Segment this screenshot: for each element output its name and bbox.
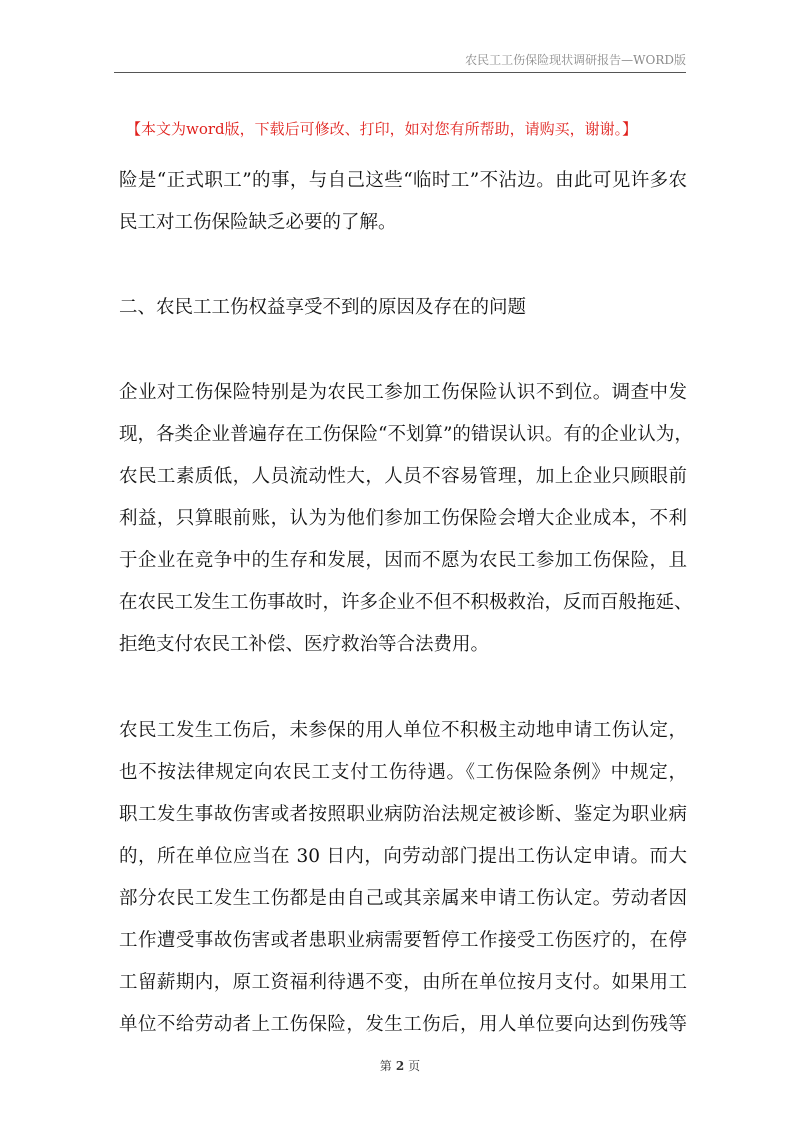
page-footer bbox=[0, 1058, 800, 1074]
page-header-title: 农民工工伤保险现状调研报告—WORD版 bbox=[465, 53, 686, 67]
text-line: 险是“正式职工”的事，与自己这些“临时工”不沾边。由此可见许多农 bbox=[119, 170, 687, 191]
text-line: 于企业在竞争中的生存和发展，因而不愿为农民工参加工伤保险，且 bbox=[119, 550, 687, 571]
text-line: 也不按法律规定向农民工支付工伤待遇。《工伤保险条例》中规定， bbox=[119, 762, 687, 783]
text-line: 在农民工发生工伤事故时，许多企业不但不积极救治，反而百般拖延、 bbox=[119, 592, 693, 613]
text-line: 工作遭受事故伤害或者患职业病需要暂停工作接受工伤医疗的，在停 bbox=[119, 930, 687, 951]
text-line: 单位不给劳动者上工伤保险，发生工伤后，用人单位要向达到伤残等 bbox=[119, 1014, 687, 1035]
footer-suffix: 页 bbox=[408, 1059, 421, 1073]
header-divider bbox=[114, 72, 686, 73]
text-line: 拒绝支付农民工补偿、医疗救治等合法费用。 bbox=[119, 634, 490, 655]
text-line: 企业对工伤保险特别是为农民工参加工伤保险认识不到位。调查中发 bbox=[119, 382, 687, 403]
text-line: 利益，只算眼前账，认为为他们参加工伤保险会增大企业成本，不利 bbox=[119, 508, 687, 529]
footer-prefix: 第 bbox=[379, 1059, 392, 1073]
text-line: 民工对工伤保险缺乏必要的了解。 bbox=[119, 212, 397, 233]
text-line: 农民工发生工伤后，未参保的用人单位不积极主动地申请工伤认定， bbox=[119, 720, 687, 741]
text-line: 部分农民工发生工伤都是由自己或其亲属来申请工伤认定。劳动者因 bbox=[119, 888, 687, 909]
section-heading: 二、农民工工伤权益享受不到的原因及存在的问题 bbox=[119, 297, 527, 318]
page-number: 2 bbox=[395, 1059, 405, 1073]
download-notice: 【本文为word版，下载后可修改、打印，如对您有所帮助，请购买，谢谢。】 bbox=[126, 120, 638, 138]
text-line: 现，各类企业普遍存在工伤保险“不划算”的错误认识。有的企业认为， bbox=[119, 424, 693, 445]
text-line: 工留薪期内，原工资福利待遇不变，由所在单位按月支付。如果用工 bbox=[119, 972, 687, 993]
text-line: 职工发生事故伤害或者按照职业病防治法规定被诊断、鉴定为职业病 bbox=[119, 804, 687, 825]
text-line: 农民工素质低，人员流动性大，人员不容易管理，加上企业只顾眼前 bbox=[119, 466, 687, 487]
text-line: 的，所在单位应当在 30 日内，向劳动部门提出工伤认定申请。而大 bbox=[119, 846, 687, 867]
